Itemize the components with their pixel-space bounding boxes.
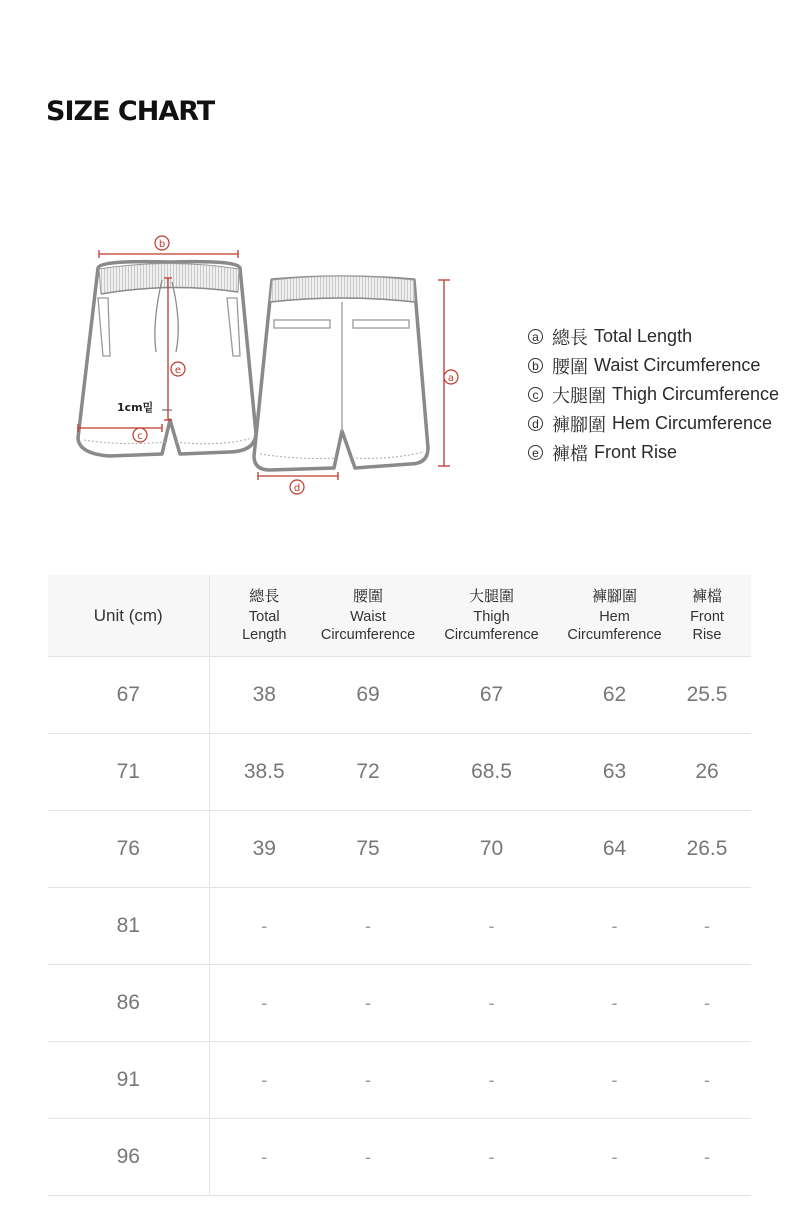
value-cell: 67: [417, 657, 566, 734]
size-cell: 76: [48, 811, 209, 888]
table-row: [48, 657, 751, 734]
table-header-row: [48, 575, 751, 657]
table-row: [48, 1119, 751, 1196]
marker-a: [444, 370, 458, 384]
value-cell: -: [566, 1042, 663, 1119]
value-cell: 38: [209, 657, 319, 734]
marker-c-icon: c: [528, 387, 543, 402]
marker-b-icon: b: [528, 358, 543, 373]
shorts-back-view: [254, 276, 428, 470]
legend-item-front-rise: e 褲檔 Front Rise: [528, 438, 779, 467]
value-cell: -: [319, 888, 417, 965]
value-cell: 63: [566, 734, 663, 811]
value-cell: -: [319, 1042, 417, 1119]
value-cell: -: [209, 965, 319, 1042]
value-cell: -: [417, 1042, 566, 1119]
marker-e-icon: e: [528, 445, 543, 460]
value-cell: 72: [319, 734, 417, 811]
value-cell: 26: [663, 734, 751, 811]
legend-item-waist: b 腰圍 Waist Circumference: [528, 351, 779, 380]
value-cell: -: [663, 1042, 751, 1119]
table-row: [48, 965, 751, 1042]
value-cell: 62: [566, 657, 663, 734]
header-total-length: 總長 Total Length: [209, 575, 319, 657]
value-cell: -: [417, 965, 566, 1042]
value-cell: -: [209, 1119, 319, 1196]
legend-item-thigh: c 大腿圍 Thigh Circumference: [528, 380, 779, 409]
measure-b-waist: [99, 250, 238, 258]
value-cell: 26.5: [663, 811, 751, 888]
shorts-front-view: [78, 262, 256, 456]
size-cell: 67: [48, 657, 209, 734]
header-front-rise: 褲檔 Front Rise: [663, 575, 751, 657]
value-cell: -: [566, 888, 663, 965]
value-cell: -: [663, 888, 751, 965]
size-table: [48, 575, 751, 1196]
header-hem: 褲腳圍 Hem Circumference: [566, 575, 663, 657]
table-row: [48, 811, 751, 888]
value-cell: 68.5: [417, 734, 566, 811]
marker-a-icon: a: [528, 329, 543, 344]
svg-text:d: d: [293, 483, 301, 494]
thigh-offset-note: 1cm밑: [117, 401, 154, 414]
size-cell: 81: [48, 888, 209, 965]
legend-item-hem: d 褲腳圍 Hem Circumference: [528, 409, 779, 438]
table-row: [48, 734, 751, 811]
value-cell: -: [319, 965, 417, 1042]
page-title: SIZE CHART: [46, 96, 215, 127]
svg-text:c: c: [137, 431, 143, 442]
value-cell: 69: [319, 657, 417, 734]
svg-text:b: b: [158, 239, 166, 250]
legend-item-total-length: a 總長 Total Length: [528, 322, 779, 351]
value-cell: -: [417, 888, 566, 965]
header-waist: 腰圍 Waist Circumference: [319, 575, 417, 657]
value-cell: -: [209, 888, 319, 965]
marker-d-icon: d: [528, 416, 543, 431]
unit-header: Unit (cm): [48, 575, 209, 657]
svg-text:a: a: [447, 373, 455, 384]
table-row: [48, 888, 751, 965]
marker-b: [155, 236, 169, 250]
value-cell: 25.5: [663, 657, 751, 734]
value-cell: -: [209, 1042, 319, 1119]
table-row: [48, 1042, 751, 1119]
marker-c: [133, 428, 147, 442]
value-cell: -: [566, 965, 663, 1042]
value-cell: -: [663, 965, 751, 1042]
value-cell: 70: [417, 811, 566, 888]
value-cell: 38.5: [209, 734, 319, 811]
header-thigh: 大腿圍 Thigh Circumference: [417, 575, 566, 657]
size-cell: 71: [48, 734, 209, 811]
marker-d: [290, 480, 304, 494]
measure-d-hem: [258, 472, 338, 480]
marker-e: [171, 362, 185, 376]
svg-text:e: e: [174, 365, 182, 376]
value-cell: -: [566, 1119, 663, 1196]
value-cell: -: [319, 1119, 417, 1196]
measurement-legend: [528, 322, 779, 467]
value-cell: 75: [319, 811, 417, 888]
value-cell: 39: [209, 811, 319, 888]
shorts-diagram: [70, 228, 470, 498]
size-cell: 96: [48, 1119, 209, 1196]
value-cell: -: [663, 1119, 751, 1196]
value-cell: 64: [566, 811, 663, 888]
size-cell: 86: [48, 965, 209, 1042]
size-cell: 91: [48, 1042, 209, 1119]
value-cell: -: [417, 1119, 566, 1196]
